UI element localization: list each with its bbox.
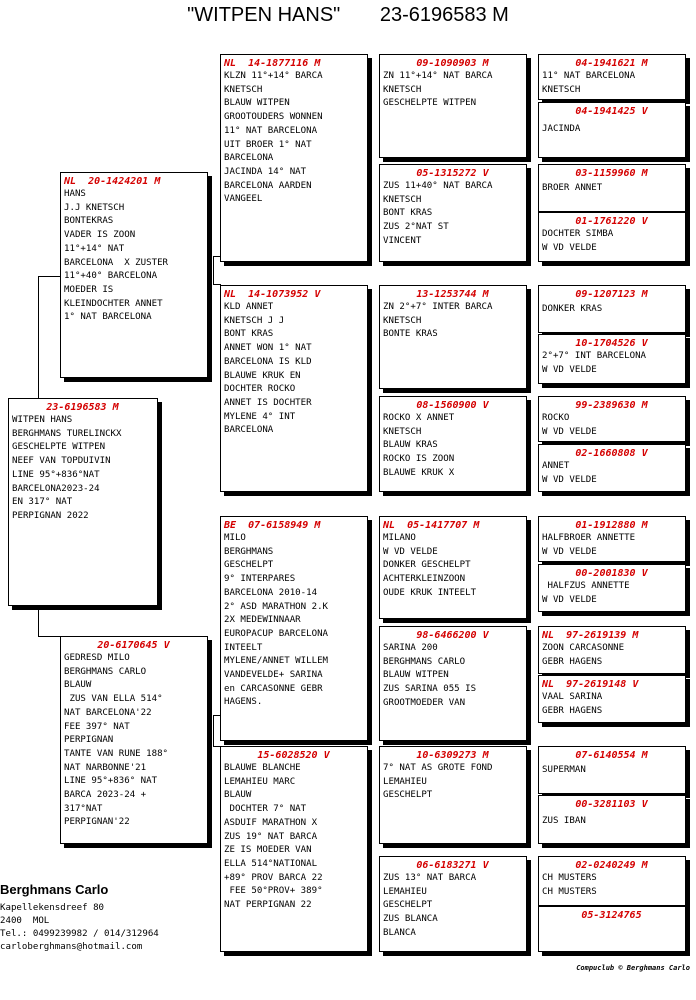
text-line: HAGENS. (224, 697, 263, 708)
pedigree-box-subject (8, 398, 158, 606)
text-line: CH MUSTERS (542, 873, 597, 883)
ring-number: 02-0240249 M (575, 860, 648, 871)
text-line: BARCELONA 2010-14 (224, 587, 318, 598)
text-line: PERPIGNAN'22 (64, 817, 130, 828)
pedigree-box-dam (60, 636, 208, 844)
text-line: KNETSCH (383, 426, 422, 437)
text-line: MILANO (383, 533, 416, 543)
owner-email: carloberghmans@hotmail.com (0, 942, 143, 952)
ring-number: NL 14-1877116 M (224, 58, 321, 69)
ring-number: 09-1090903 M (416, 58, 489, 69)
pedigree-box-ss (220, 54, 368, 262)
text-line: ZN 11°+14° NAT BARCA (383, 71, 493, 81)
text-line: DONKER GESCHELPT (383, 560, 471, 571)
text-line: SARINA 200 (383, 643, 438, 653)
ring-number: 99-2389630 M (575, 400, 648, 411)
pedigree-box-dsd (379, 626, 527, 741)
ring-number: 10-6309273 M (416, 750, 489, 761)
text-line: 317°NAT (64, 803, 103, 814)
text-line: W VD VELDE (542, 364, 597, 375)
ring-number: 23-6196583 M (46, 402, 119, 413)
text-line: W VD VELDE (542, 474, 597, 485)
text-line: LINE 95°+836° NAT (64, 776, 158, 787)
text-line: KNETSCH (383, 194, 422, 205)
text-line: BARCA 2023-24 + (64, 790, 147, 801)
pedigree-box-g14 (538, 795, 686, 844)
text-line: SUPERMAN (542, 765, 586, 775)
text-line: BONT KRAS (224, 329, 274, 340)
pedigree-box-sdd (379, 396, 527, 492)
text-line: BONTEKRAS (64, 216, 114, 227)
pedigree-box-g13 (538, 746, 686, 794)
text-line: NEEF VAN TOPDUIVIN (12, 456, 111, 467)
text-line: ZN 2°+7° INTER BARCA (383, 302, 493, 312)
text-line: PERPIGNAN (64, 735, 114, 746)
text-line: ZUS SARINA 055 IS (383, 684, 477, 695)
text-line: BARCELONA (224, 425, 274, 436)
connector-line (38, 606, 39, 636)
text-line: ANNET WON 1° NAT (224, 343, 312, 354)
text-line: CH MUSTERS (542, 886, 597, 897)
ring-number: 20-6170645 V (97, 640, 170, 651)
pedigree-box-ssd (379, 164, 527, 262)
ring-number: NL 14-1073952 V (224, 289, 321, 300)
pedigree-box-g3 (538, 164, 686, 212)
text-line: BERGHMANS (224, 546, 274, 557)
text-line: GESCHELPT (224, 560, 274, 571)
ring-number: 00-2001830 V (575, 568, 648, 579)
pedigree-box-g6 (538, 334, 686, 384)
text-line: en CARCASONNE GEBR (224, 683, 323, 694)
owner-info (0, 882, 159, 954)
ring-number: 10-1704526 V (575, 338, 648, 349)
ring-number: 02-1660808 V (575, 448, 648, 459)
text-line: BLAUW WITPEN (383, 670, 449, 681)
text-line: HALFBROER ANNETTE (542, 533, 636, 543)
text-line: NAT NARBONNE'21 (64, 762, 147, 773)
ring-number: 08-1560900 V (416, 400, 489, 411)
text-line: GEBR HAGENS (542, 705, 603, 716)
owner-name: Berghmans Carlo (0, 882, 109, 897)
pedigree-box-g7 (538, 396, 686, 442)
text-line: GESCHELPT (383, 900, 433, 911)
text-line: BERGHMANS TURELINCKX (12, 428, 122, 439)
ring-number: 04-1941621 M (575, 58, 648, 69)
text-line: W VD VELDE (542, 242, 597, 253)
pedigree-box-dd (220, 746, 368, 952)
text-line: HANS (64, 189, 86, 199)
text-line: ANNET (542, 461, 570, 471)
text-line: GEBR HAGENS (542, 656, 603, 667)
pedigree-box-g16 (538, 906, 686, 952)
connector-line (213, 256, 214, 284)
ring-number: 03-1159960 M (575, 168, 648, 179)
text-line: BERGHMANS CARLO (383, 656, 466, 667)
text-line: MYLENE 4° INT (224, 411, 296, 422)
text-line: GROOTOUDERS WONNEN (224, 112, 323, 123)
ring-number: 00-3281103 V (575, 799, 648, 810)
connector-line (38, 636, 61, 637)
ring-number: 15-6028520 V (257, 750, 330, 761)
text-line: OUDE KRUK INTEELT (383, 587, 477, 598)
pedigree-box-g1 (538, 54, 686, 100)
ring-number: 07-6140554 M (575, 750, 648, 761)
text-line: DONKER KRAS (542, 304, 603, 314)
text-line: INTEELT (224, 642, 263, 653)
ring-number: NL 97-2619139 M (542, 630, 639, 641)
text-line: BLAUWE BLANCHE (224, 763, 301, 773)
text-line: PERPIGNAN 2022 (12, 510, 89, 521)
text-line: ELLA 514°NATIONAL (224, 858, 318, 869)
ring-number: NL 20-1424201 M (64, 176, 161, 187)
text-line: VANDEVELDE+ SARINA (224, 670, 323, 681)
text-line: KNETSCH J J (224, 315, 285, 326)
text-line: 2° ASD MARATHON 2.K (224, 601, 329, 612)
text-line: MYLENE/ANNET WILLEM (224, 656, 329, 667)
pedigree-box-sd (220, 285, 368, 492)
text-line: BONTE KRAS (383, 329, 438, 340)
text-line: GESCHELPTE WITPEN (12, 442, 106, 453)
owner-city: 2400 MOL (0, 916, 50, 926)
text-line: 7° NAT AS GROTE FOND (383, 763, 493, 773)
text-line: VADER IS ZOON (64, 230, 136, 241)
text-line: LEMAHIEU (383, 886, 427, 897)
text-line: BERGHMANS CARLO (64, 666, 147, 677)
text-line: ANNET IS DOCHTER (224, 397, 312, 408)
text-line: BARCELONA IS KLD (224, 356, 312, 367)
text-line: BARCELONA X ZUSTER (64, 257, 169, 268)
text-line: KLD ANNET (224, 302, 274, 312)
text-line: 9° INTERPARES (224, 574, 296, 585)
text-line: GEDRESD MILO (64, 653, 130, 663)
pedigree-box-g9 (538, 516, 686, 562)
pedigree-box-g12 (538, 675, 686, 723)
text-line: KNETSCH (383, 84, 422, 95)
ring-number: 06-6183271 V (416, 860, 489, 871)
text-line: DOCHTER SIMBA (542, 229, 614, 239)
text-line: BARCELONA AARDEN (224, 180, 312, 191)
text-line: ZUS 11+40° NAT BARCA (383, 181, 493, 191)
text-line: DOCHTER 7° NAT (224, 804, 307, 815)
box-text (12, 414, 153, 524)
pedigree-box-g5 (538, 285, 686, 333)
connector-line (38, 276, 61, 277)
ring-number: NL 05-1417707 M (383, 520, 480, 531)
pedigree-box-dds (379, 746, 527, 844)
text-line: GESCHELPTE WITPEN (383, 98, 477, 109)
connector-line (213, 715, 214, 747)
pedigree-title (0, 4, 696, 27)
text-line: BLAUWE KRUK X (383, 467, 455, 478)
ring-number: 05-3124765 (581, 910, 642, 921)
text-line: GROOTMOEDER VAN (383, 697, 466, 708)
text-line: ZUS BLANCA (383, 914, 438, 925)
text-line: ASDUIF MARATHON X (224, 817, 318, 828)
text-line: 11° NAT BARCELONA (224, 125, 318, 136)
text-line: NAT PERPIGNAN 22 (224, 900, 312, 911)
ring-number: 05-1315272 V (416, 168, 489, 179)
text-line: EUROPACUP BARCELONA (224, 628, 329, 639)
pedigree-box-sire (60, 172, 208, 378)
owner-phone: Tel.: 0499239982 / 014/312964 (0, 929, 159, 939)
text-line: VANGEEL (224, 194, 263, 205)
text-line: ZUS VAN ELLA 514° (64, 694, 163, 705)
pedigree-box-sds (379, 285, 527, 389)
text-line: JACINDA 14° NAT (224, 166, 307, 177)
text-line: HALFZUS ANNETTE (542, 581, 630, 591)
text-line: BLAUW (224, 790, 252, 801)
text-line: ROCKO IS ZOON (383, 454, 455, 465)
text-line: 1° NAT BARCELONA (64, 312, 152, 323)
text-line: ACHTERKLEINZOON (383, 574, 466, 585)
pedigree-box-g10 (538, 564, 686, 612)
text-line: ZUS IBAN (542, 816, 586, 826)
pedigree-box-g11 (538, 626, 686, 674)
text-line: FEE 50°PROV+ 389° (224, 886, 323, 897)
ring-number: BE 07-6158949 M (224, 520, 321, 531)
text-line: GESCHELPT (383, 790, 433, 801)
text-line: NAT BARCELONA'22 (64, 707, 152, 718)
pedigree-box-g8 (538, 444, 686, 492)
text-line: KNETSCH (383, 315, 422, 326)
footer-credit: Compuclub © Berghmans Carlo (576, 964, 690, 972)
ring-number: 98-6466200 V (416, 630, 489, 641)
text-line: KLEINDOCHTER ANNET (64, 298, 163, 309)
text-line: 2X MEDEWINNAAR (224, 615, 301, 626)
text-line: ZUS 19° NAT BARCA (224, 831, 318, 842)
pedigree-box-ddd (379, 856, 527, 952)
text-line: BLANCA (383, 927, 416, 938)
text-line: ZUS 13° NAT BARCA (383, 873, 477, 883)
text-line: BLAUW (64, 680, 92, 691)
text-line: BONT KRAS (383, 208, 433, 219)
text-line: LINE 95°+836°NAT (12, 469, 100, 480)
pedigree-box-g4 (538, 212, 686, 262)
text-line: ROCKO (542, 413, 570, 423)
pedigree-box-dss (379, 516, 527, 619)
text-line: 11°+14° NAT (64, 243, 125, 254)
text-line: FEE 397° NAT (64, 721, 130, 732)
text-line: BLAUW WITPEN (224, 98, 290, 109)
text-line: VINCENT (383, 235, 422, 246)
text-line: MOEDER IS (64, 284, 114, 295)
text-line: EN 317° NAT (12, 497, 73, 508)
ring-number: NL 97-2619148 V (542, 679, 639, 690)
text-line: MILO (224, 533, 246, 543)
text-line: W VD VELDE (542, 546, 597, 557)
text-line: BARCELONA (224, 153, 274, 164)
pedigree-box-g15 (538, 856, 686, 906)
ring-number: 01-1912880 M (575, 520, 648, 531)
text-line: W VD VELDE (542, 426, 597, 437)
text-line: JACINDA (542, 124, 581, 134)
pigeon-ring: 23-6196583 M (379, 4, 509, 26)
pigeon-name: "WITPEN HANS" (187, 4, 341, 26)
pedigree-box-g2 (538, 102, 686, 158)
owner-address: Kapellekensdreef 80 (0, 903, 105, 913)
text-line: 11° NAT BARCELONA (542, 71, 636, 81)
text-line: ROCKO X ANNET (383, 413, 455, 423)
text-line: KLZN 11°+14° BARCA (224, 71, 323, 81)
text-line: TANTE VAN RUNE 188° (64, 748, 169, 759)
ring-number: 01-1761220 V (575, 216, 648, 227)
ring-number: 04-1941425 V (575, 106, 648, 117)
text-line: BLAUW KRAS (383, 440, 438, 451)
text-line: J.J KNETSCH (64, 202, 125, 213)
text-line: BLAUWE KRUK EN (224, 370, 301, 381)
text-line: ZOON CARCASONNE (542, 643, 625, 653)
text-line: 2°+7° INT BARCELONA (542, 351, 647, 361)
text-line: 11°+40° BARCELONA (64, 271, 158, 282)
text-line: KNETSCH (224, 84, 263, 95)
text-line: LEMAHIEU MARC (224, 776, 296, 787)
text-line: BROER ANNET (542, 183, 603, 193)
text-line: W VD VELDE (383, 546, 438, 557)
text-line: +89° PROV BARCA 22 (224, 872, 323, 883)
text-line: BARCELONA2023-24 (12, 483, 100, 494)
ring-number: 09-1207123 M (575, 289, 648, 300)
text-line: WITPEN HANS (12, 415, 73, 425)
connector-line (38, 276, 39, 400)
pedigree-box-ds (220, 516, 368, 741)
text-line: DOCHTER ROCKO (224, 384, 296, 395)
text-line: UIT BROER 1° NAT (224, 139, 312, 150)
text-line: LEMAHIEU (383, 776, 427, 787)
pedigree-box-sss (379, 54, 527, 158)
ring-number: 13-1253744 M (416, 289, 489, 300)
text-line: VAAL SARINA (542, 692, 603, 702)
text-line: W VD VELDE (542, 594, 597, 605)
text-line: KNETSCH (542, 84, 581, 95)
text-line: ZUS 2°NAT ST (383, 222, 449, 233)
text-line: ZE IS MOEDER VAN (224, 845, 312, 856)
